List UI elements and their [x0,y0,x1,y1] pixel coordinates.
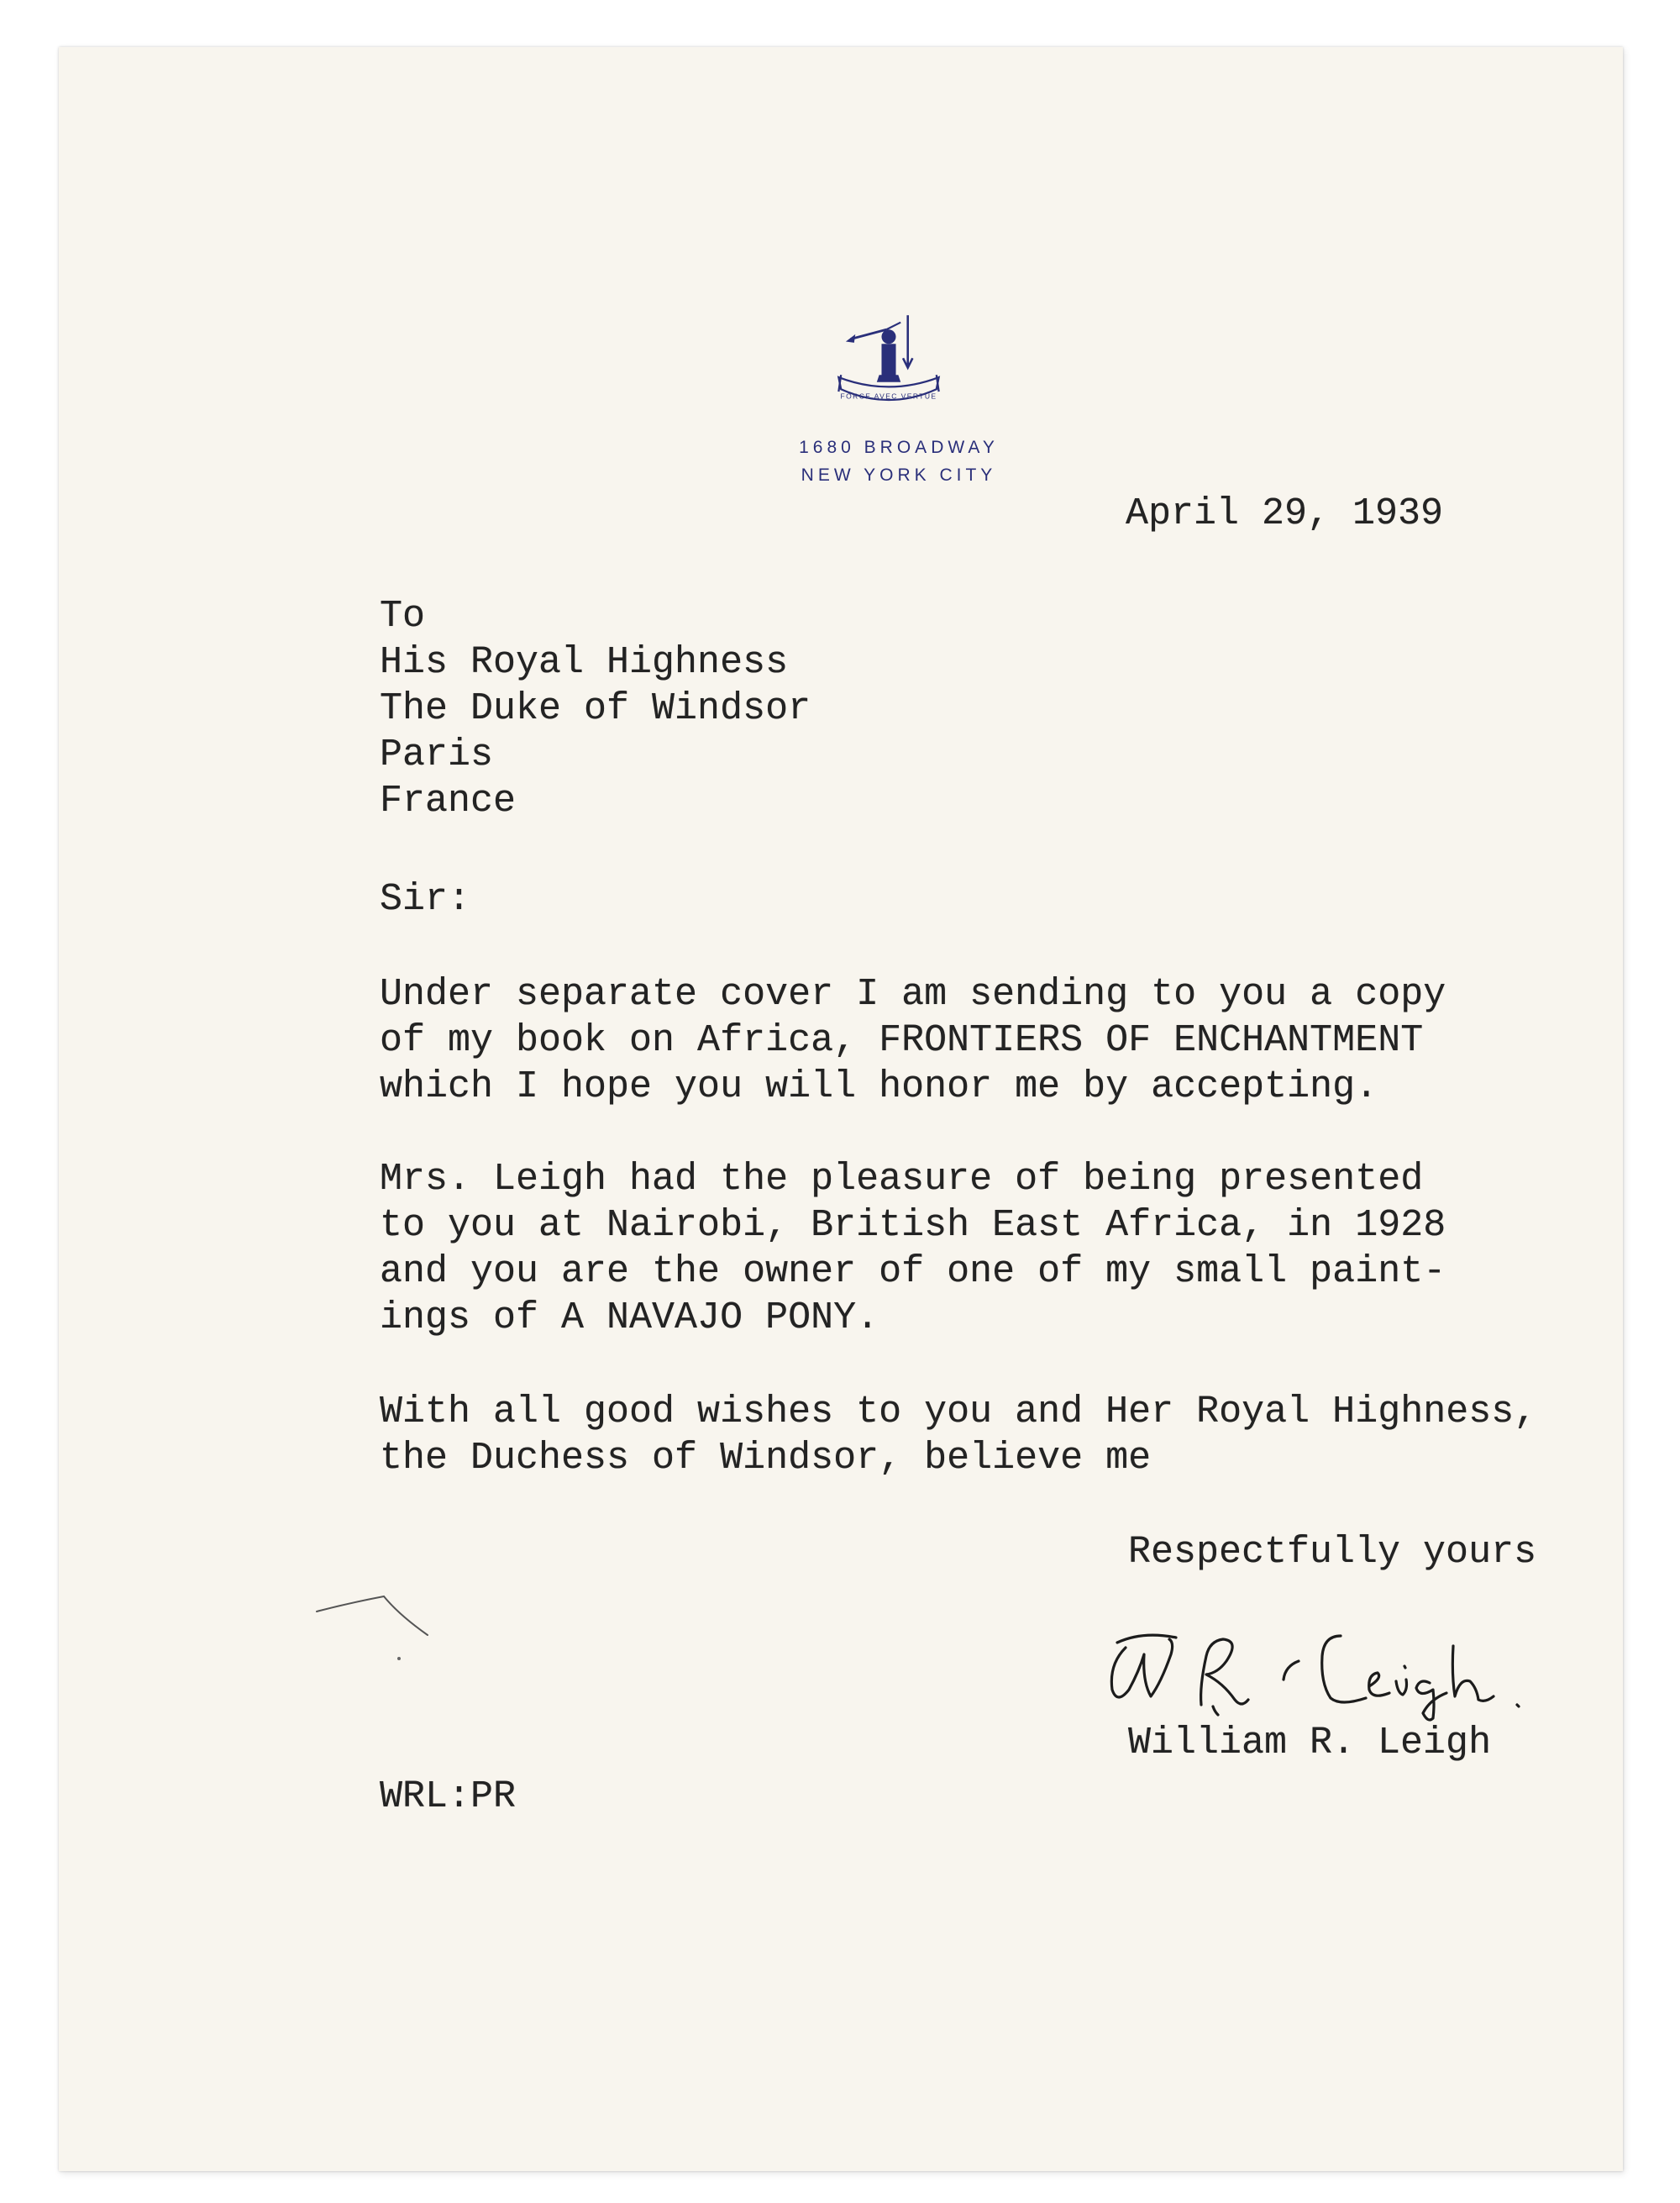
letterhead-address-city: NEW YORK CITY [801,465,997,485]
letter-date: April 29, 1939 [1126,492,1444,535]
family-crest-icon [829,303,948,423]
letter-sheet [59,47,1623,2171]
recipient-line: France [380,780,517,823]
body-paragraph-1 [380,971,1446,1110]
salutation: Sir: [380,878,471,921]
pencil-mark [315,1591,441,1667]
body-paragraph-2 [380,1156,1446,1341]
body-line: of my book on Africa, FRONTIERS OF ENCHANTMENT [380,1019,1424,1062]
recipient-line: The Duke of Windsor [380,687,811,730]
recipient-line: Paris [380,733,494,776]
body-line: to you at Nairobi, British East Africa, in 1928 [380,1204,1446,1247]
body-line: and you are the owner of one of my small paint- [380,1250,1446,1293]
body-line: the Duchess of Windsor, believe me [380,1437,1152,1480]
handwritten-signature [1100,1606,1621,1723]
reference-initials: WRL:PR [380,1775,517,1818]
svg-text:FORCE AVEC VERTUE: FORCE AVEC VERTUE [840,392,937,401]
closing: Respectfully yours [1128,1531,1537,1574]
letterhead-address-street: 1680 BROADWAY [799,438,999,457]
body-line: Mrs. Leigh had the pleasure of being presented [380,1158,1424,1201]
body-line: which I hope you will honor me by accepting. [380,1065,1378,1108]
signer-name: William R. Leigh [1128,1722,1492,1764]
body-line: ings of A NAVAJO PONY. [380,1296,879,1339]
body-line: Under separate cover I am sending to you a copy [380,973,1446,1016]
body-paragraph-3 [380,1389,1536,1481]
recipient-line: To [380,595,426,638]
recipient-block [380,593,811,824]
body-line: With all good wishes to you and Her Royal Highness, [380,1391,1537,1433]
recipient-line: His Royal Highness [380,641,789,684]
